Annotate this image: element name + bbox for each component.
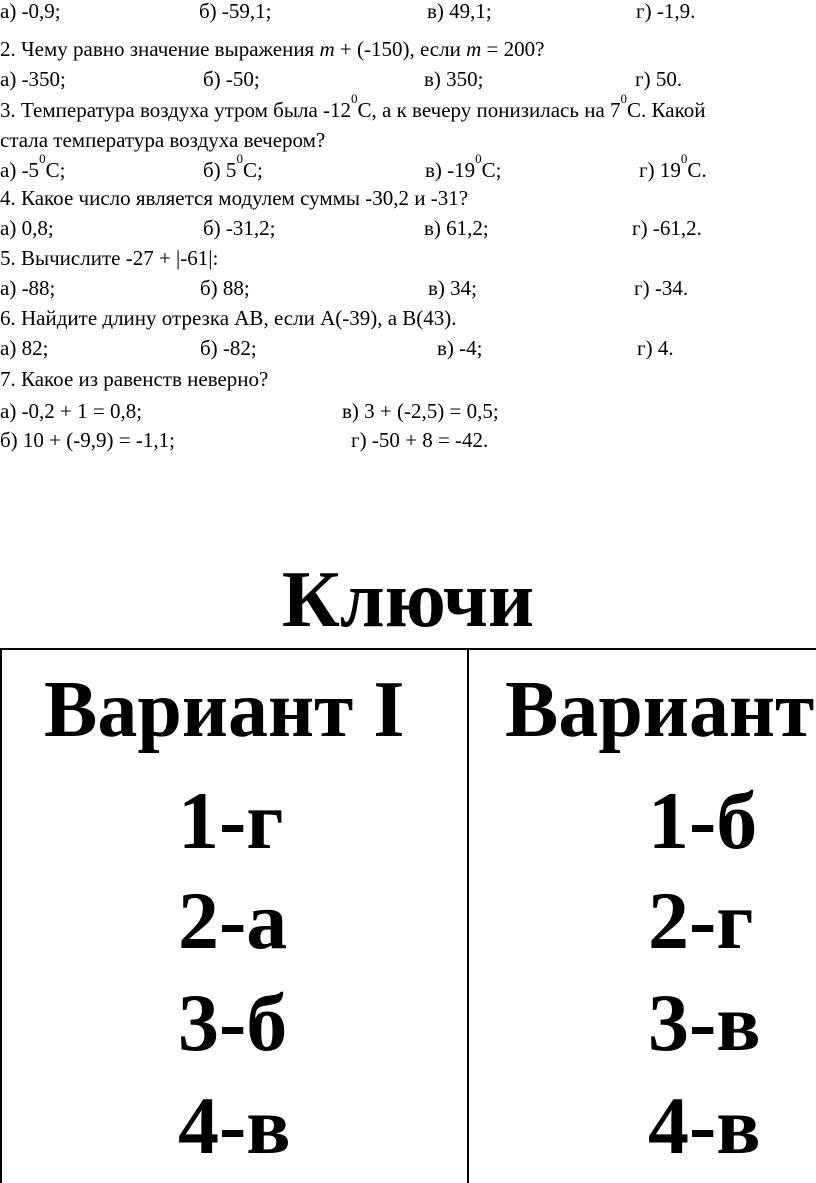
keys-title: Ключи xyxy=(281,556,535,644)
q5-option-c: в) 34; xyxy=(428,276,477,300)
q2-option-b: б) -50; xyxy=(203,67,260,91)
q5-text: 5. Вычислите -27 + |-61|: xyxy=(0,246,219,270)
q1-option-c: в) 49,1; xyxy=(427,0,492,23)
q5-option-a: а) -88; xyxy=(0,276,56,300)
q2-var-m: m xyxy=(319,37,335,61)
q7-option-d: г) -50 + 8 = -42. xyxy=(351,428,489,452)
variant1-answer-1: 1-г xyxy=(178,775,284,866)
q5-question xyxy=(0,243,816,273)
q7-options-row2 xyxy=(0,425,816,455)
q7-option-a: а) -0,2 + 1 = 0,8; xyxy=(0,399,143,423)
q3-question-line1 xyxy=(0,91,816,125)
degree-mark: 0 xyxy=(620,91,628,106)
q4-option-b: б) -31,2; xyxy=(203,216,276,240)
q4-option-d: г) -61,2. xyxy=(632,216,702,240)
q3-question-line2 xyxy=(0,125,816,155)
variant1-answer-4: 4-в xyxy=(178,1080,291,1171)
q3-text-line2: стала температура воздуха вечером? xyxy=(0,128,326,152)
q2-question xyxy=(0,34,816,64)
q3-option-b: б) $5^0С$; xyxy=(203,151,263,182)
table-divider xyxy=(467,648,469,1183)
q3-options-row xyxy=(0,151,816,185)
variant2-answer-1: 1-б xyxy=(648,775,758,866)
q6-text: 6. Найдите длину отрезка АВ, если А(-39), а В(43). xyxy=(0,306,457,330)
q1-option-b: б) -59,1; xyxy=(199,0,272,23)
q7-text: 7. Какое из равенств неверно? xyxy=(0,367,269,391)
variant1-answer-3: 3-б xyxy=(178,977,288,1068)
variant2-answer-4: 4-в xyxy=(648,1080,761,1171)
q5-option-d: г) -34. xyxy=(634,276,689,300)
q3-text-c: С. Какой xyxy=(627,98,706,122)
variant1-answer-2: 2-а xyxy=(178,875,288,966)
q2-options-row xyxy=(0,64,816,94)
q7-options-row1 xyxy=(0,396,816,426)
q2-text-end: = 200? xyxy=(486,37,545,61)
q7-question xyxy=(0,364,816,394)
variant2-header: Вариант xyxy=(505,666,815,754)
q6-option-d: г) 4. xyxy=(637,336,674,360)
q4-question xyxy=(0,183,816,213)
q3-option-a: а) $-5^0С$; xyxy=(0,151,66,182)
q2-var-m-2: m xyxy=(466,37,482,61)
q2-text-mid: + (-150), если xyxy=(339,37,461,61)
q6-question xyxy=(0,303,816,333)
q1-option-d: г) -1,9. xyxy=(636,0,696,23)
q6-option-b: б) -82; xyxy=(200,336,257,360)
q4-text: 4. Какое число является модулем суммы -30,2 и -31? xyxy=(0,186,469,210)
degree-mark: 0 xyxy=(351,91,358,106)
q7-option-b: б) 10 + (-9,9) = -1,1; xyxy=(0,428,175,452)
q6-options-row xyxy=(0,333,816,363)
q4-option-c: в) 61,2; xyxy=(424,216,489,240)
q6-option-c: в) -4; xyxy=(437,336,483,360)
q4-option-a: а) 0,8; xyxy=(0,216,54,240)
q3-option-d: г) $19^0С$. xyxy=(639,151,707,182)
q2-option-c: в) 350; xyxy=(424,67,484,91)
q4-options-row xyxy=(0,213,816,243)
q7-option-c: в) 3 + (-2,5) = 0,5; xyxy=(342,399,499,423)
q5-option-b: б) 88; xyxy=(200,276,250,300)
q1-options-row xyxy=(0,0,816,26)
q6-option-a: а) 82; xyxy=(0,336,49,360)
q5-options-row xyxy=(0,273,816,303)
q3-text-b: С, а к вечеру понизилась на 7 xyxy=(357,98,621,122)
q1-option-a: а) -0,9; xyxy=(0,0,61,23)
q2-text-start: 2. Чему равно значение выражения xyxy=(0,37,315,61)
q2-option-d: г) 50. xyxy=(635,67,683,91)
q3-option-c: в) $-19^0С$; xyxy=(425,151,502,182)
q3-text-a: 3. Температура воздуха утром была -12 xyxy=(0,98,352,122)
variant2-answer-2: 2-г xyxy=(648,875,754,966)
variant1-header: Вариант I xyxy=(44,666,405,754)
variant2-answer-3: 3-в xyxy=(648,977,761,1068)
q2-option-a: а) -350; xyxy=(0,67,66,91)
